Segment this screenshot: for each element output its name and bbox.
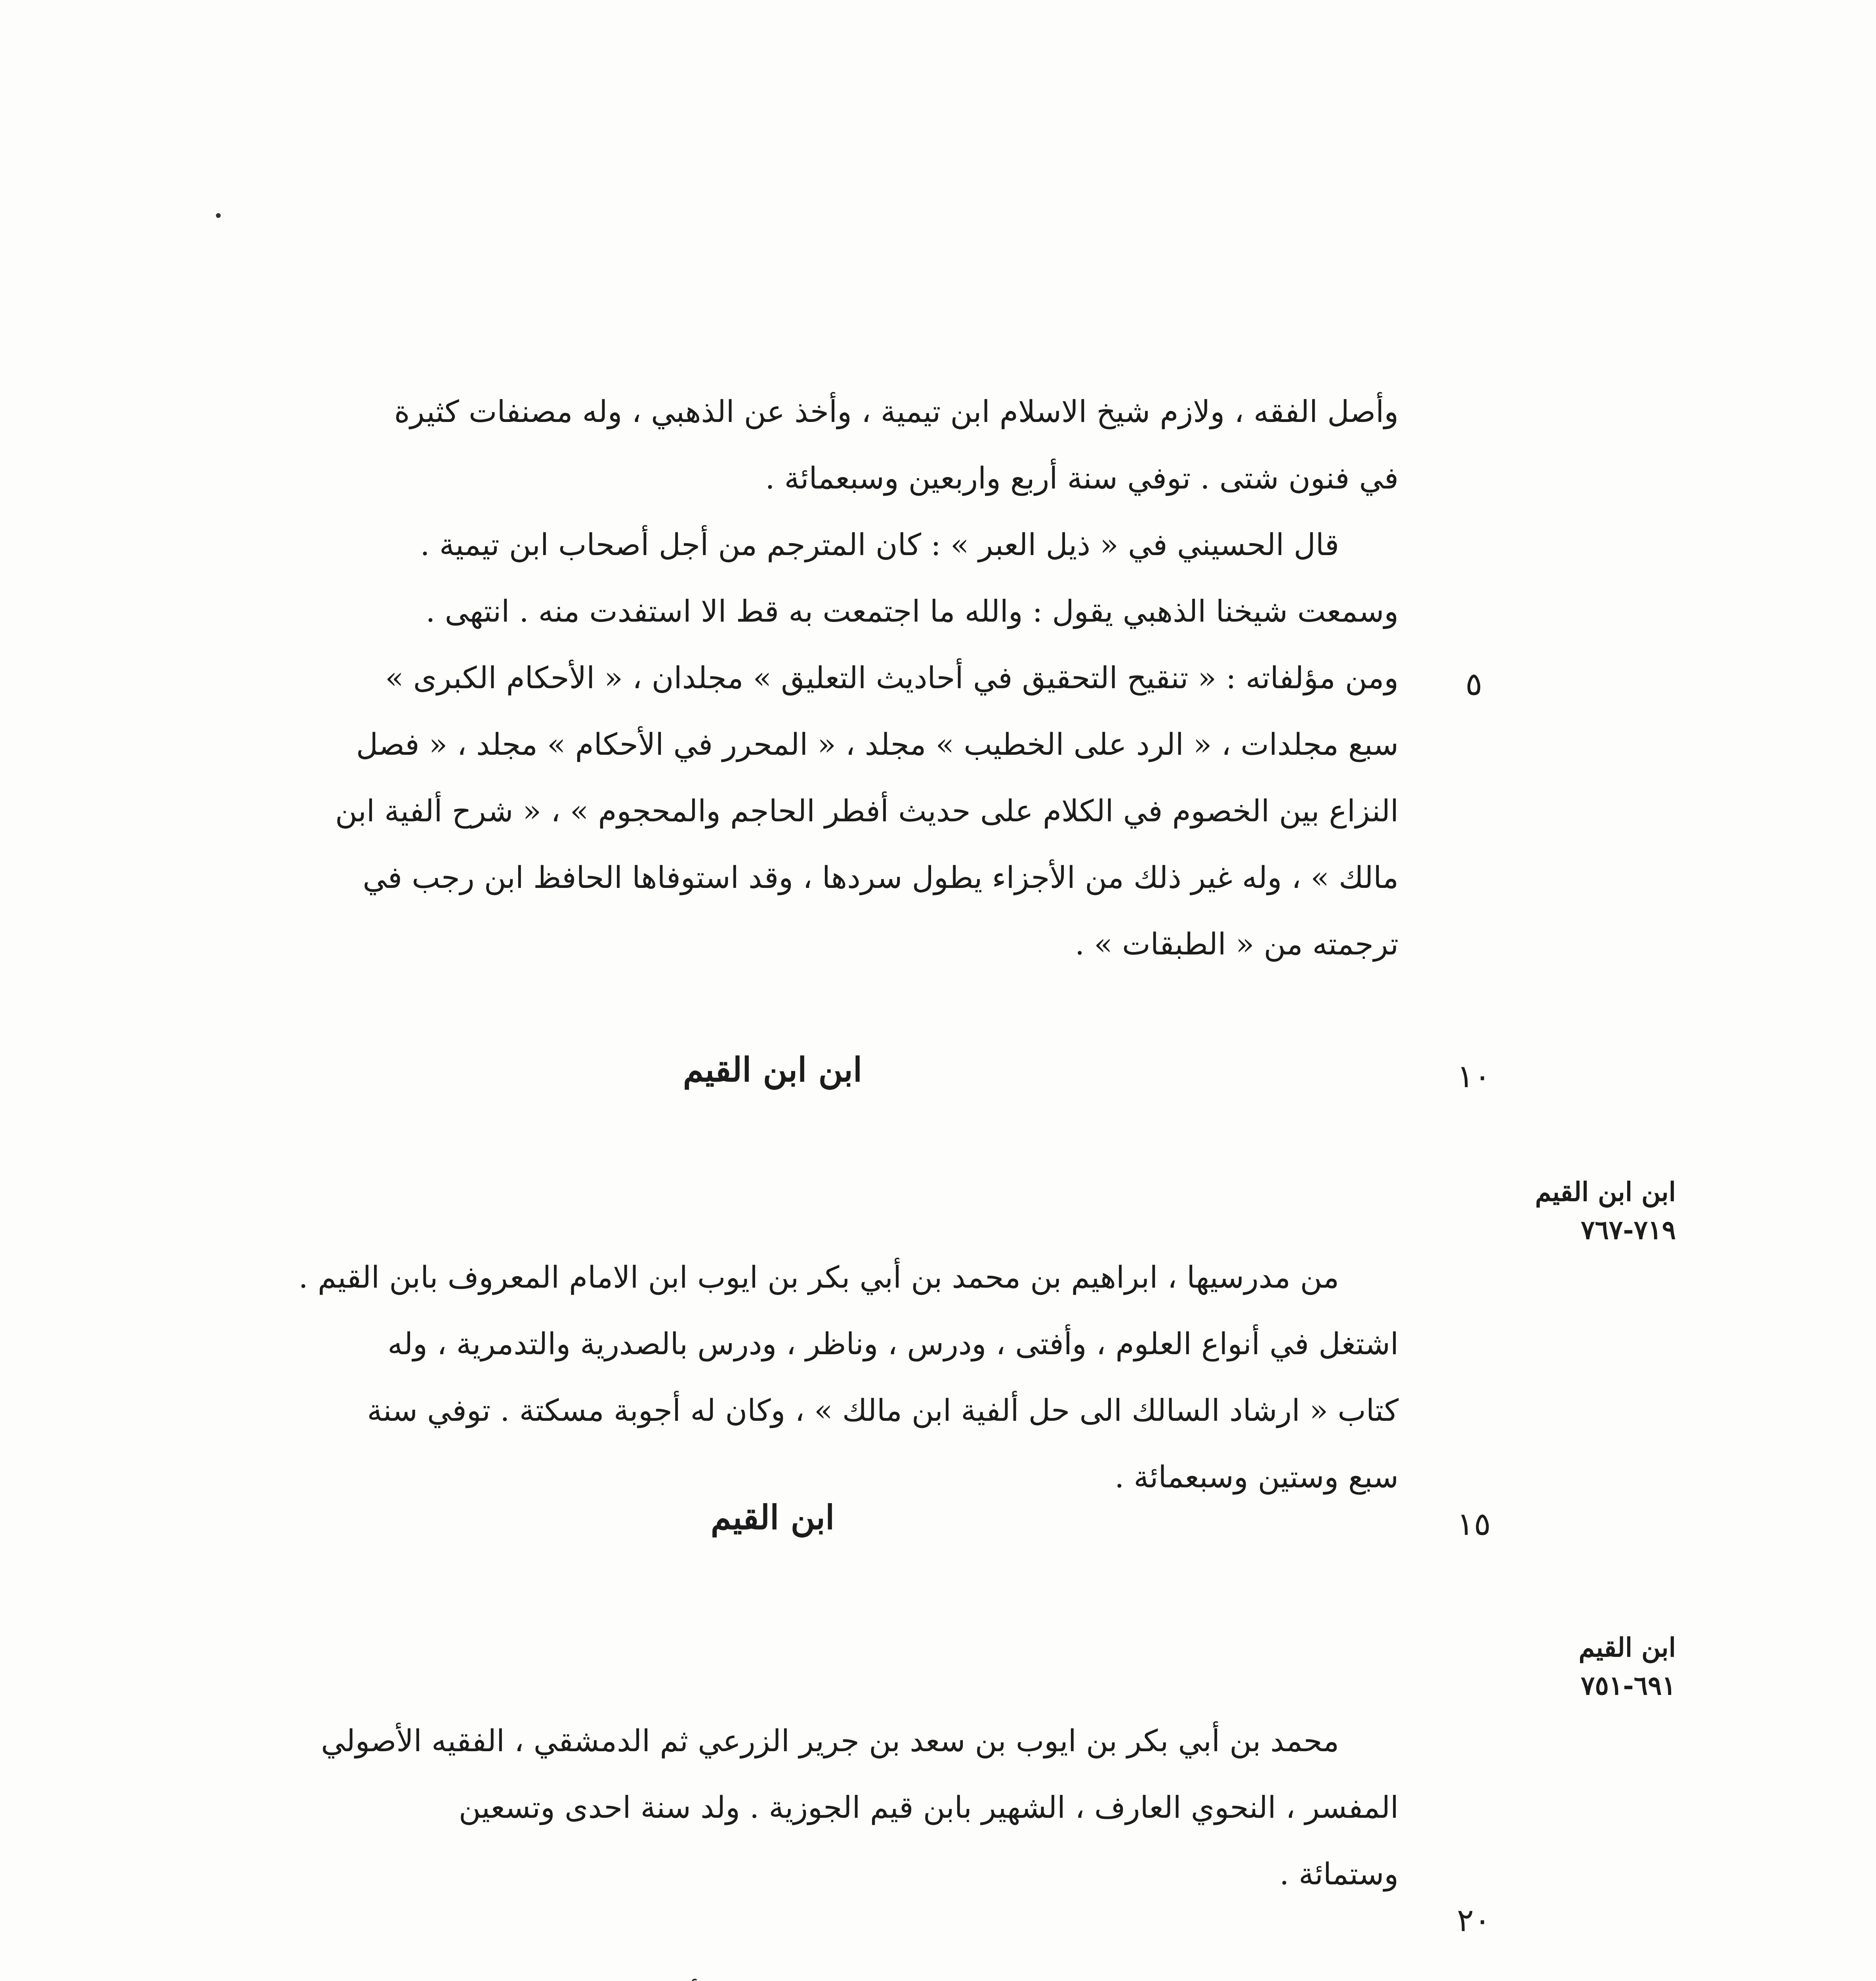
margin-note-name: ابن ابن القيم xyxy=(1535,1176,1676,1207)
margin-note-ibn-al-qayyim xyxy=(1506,1628,1676,1704)
paragraph-4 xyxy=(170,1965,1399,1981)
paragraph-2 xyxy=(170,1244,1399,1510)
text-line: وأصل الفقه ، ولازم شيخ الاسلام ابن تيمية ، وأخذ عن الذهبي ، وله مصنفات كثيرة xyxy=(394,394,1399,429)
text-line: ترجمته من « الطبقات » . xyxy=(1075,926,1399,962)
line-number-15: ١٥ xyxy=(1457,1506,1491,1542)
text-line: في فنون شتى . توفي سنة أربع واربعين وسبعمائة . xyxy=(765,460,1399,496)
text-line: من مدرسيها ، ابراهيم بن محمد بن أبي بكر بن ايوب ابن الامام المعروف بابن القيم . xyxy=(298,1260,1339,1295)
text-line: وسمعت شيخنا الذهبي يقول : والله ما اجتمعت به قط الا استفدت منه . انتهى . xyxy=(426,594,1399,629)
text-line: سبع وستين وسبعمائة . xyxy=(1115,1459,1399,1494)
paragraph-3 xyxy=(170,1708,1399,1907)
text-line: قال الحسيني في « ذيل العبر » : كان المترجم من أجل أصحاب ابن تيمية . xyxy=(420,527,1339,562)
text-line: النزاع بين الخصوم في الكلام على حديث أفطر الحاجم والمحجوم » ، « شرح ألفية ابن xyxy=(335,793,1399,828)
margin-note-years: ٧١٩-٧٦٧ xyxy=(1580,1214,1676,1245)
text-line: المفسر ، النحوي العارف ، الشهير بابن قيم الجوزية . ولد سنة احدى وتسعين xyxy=(458,1790,1399,1825)
line-number-10: ١٠ xyxy=(1457,1058,1491,1095)
text-line: اشتغل في أنواع العلوم ، وأفتى ، ودرس ، وناظر ، ودرس بالصدرية والتدمرية ، وله xyxy=(387,1326,1399,1361)
text-line: ومن مؤلفاته : « تنقيح التحقيق في أحاديث التعليق » مجلدان ، « الأحكام الكبرى » xyxy=(385,660,1399,695)
line-number-5: ٥ xyxy=(1465,666,1483,702)
line-number-20: ٢٠ xyxy=(1457,1902,1491,1939)
text-line: مالك » ، وله غير ذلك من الأجزاء يطول سردها ، وقد استوفاها الحافظ ابن رجب في xyxy=(363,860,1399,895)
text-line: وستمائة . xyxy=(1279,1856,1399,1891)
margin-note-name: ابن القيم xyxy=(1578,1632,1676,1663)
margin-note-ibn-ibn-al-qayyim xyxy=(1506,1173,1676,1249)
text-line: سبع مجلدات ، « الرد على الخطيب » مجلد ، « المحرر في الأحكام » مجلد ، « فصل xyxy=(356,727,1399,762)
margin-note-years: ٦٩١-٧٥١ xyxy=(1580,1670,1676,1701)
text-line: كتاب « ارشاد السالك الى حل ألفية ابن مالك » ، وكان له أجوبة مسكتة . توفي سنة xyxy=(367,1393,1399,1428)
text-line xyxy=(170,1965,1399,1981)
scan-speck xyxy=(216,213,221,218)
section-heading-ibn-ibn-al-qayyim: ابن ابن القيم xyxy=(683,1050,863,1089)
text-line: محمد بن أبي بكر بن ايوب بن سعد بن جرير الزرعي ثم الدمشقي ، الفقيه الأصولي xyxy=(321,1723,1339,1758)
paragraph-1 xyxy=(170,378,1399,977)
section-heading-ibn-al-qayyim: ابن القيم xyxy=(710,1498,835,1537)
